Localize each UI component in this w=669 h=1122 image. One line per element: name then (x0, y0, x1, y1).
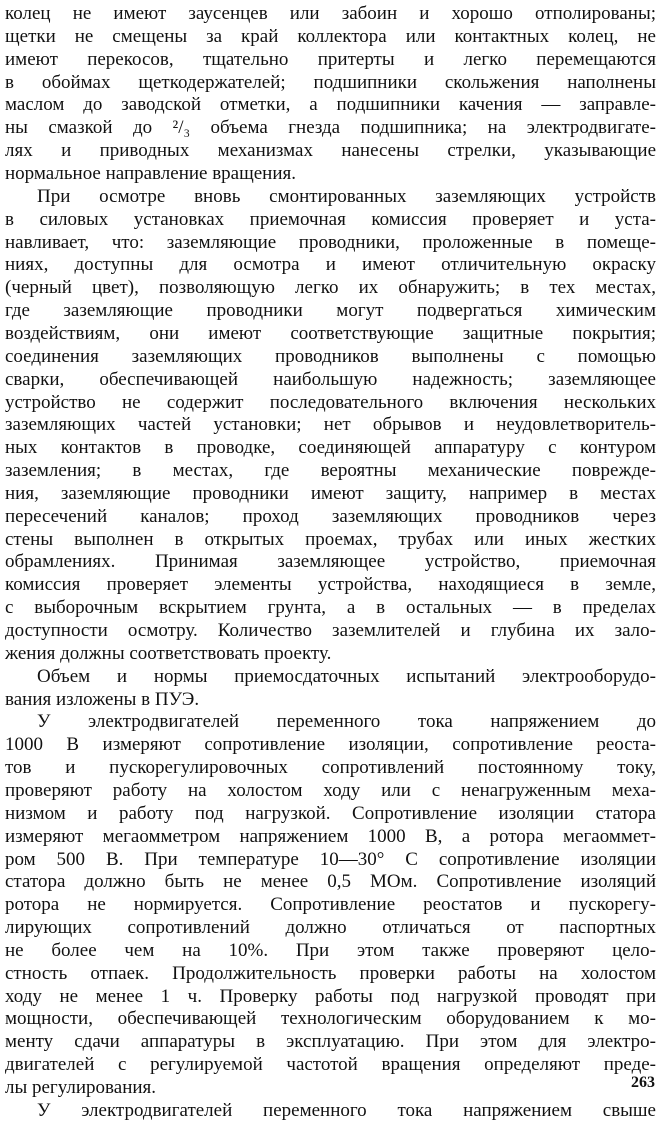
text-line: лях и приводных механизмах нанесены стрелки, указывающие (5, 140, 656, 162)
text-line: заземляющих частей установки; нет обрывов и неудовлетворитель- (5, 414, 656, 436)
page-number: 263 (631, 1074, 655, 1091)
text-line: щетки не смещены за край коллектора или контактных колец, не (5, 25, 656, 47)
text-line: При осмотре вновь смонтированных заземляющих устройств (37, 185, 656, 207)
text-line: ром 500 В. При температуре 10—30° С сопротивление изоляции (5, 848, 656, 870)
text-line: навливает, что: заземляющие проводники, проложенные в помеще- (5, 231, 656, 253)
text-line: У электродвигателей переменного тока напряжением до (37, 711, 656, 733)
text-line: стены выполнен в открытых проемах, трубах или иных жестких (5, 528, 656, 550)
text-line: низмом и работу под нагрузкой. Сопротивление изоляции статора (5, 802, 656, 824)
text-line: устройство не содержит последовательного включения нескольких (5, 391, 656, 413)
text-line: тов и пускорегулировочных сопротивлений постоянному току, (5, 757, 656, 779)
text-line: пересечений каналов; проход заземляющих проводников через (5, 505, 656, 527)
text-line: ны смазкой до ²/₃ объема гнезда подшипника; на электродвигате- (5, 117, 656, 139)
text-line: не более чем на 10%. При этом также проверяют цело- (5, 939, 656, 961)
text-line: менту сдачи аппаратуры в эксплуатацию. При этом для электро- (5, 1031, 656, 1053)
text-line: ниях, доступны для осмотра и имеют отличительную окраску (5, 254, 656, 276)
text-line: (черный цвет), позволяющую легко их обнаружить; в тех местах, (5, 277, 656, 299)
text-line: ных контактов в проводке, соединяющей аппаратуру с контуром (5, 437, 656, 459)
text-line: лирующих сопротивлений должно отличаться от паспортных (5, 917, 656, 938)
text-line: проверяют работу на холостом ходу или с ненагруженным меха- (5, 779, 656, 801)
text-line: сварки, обеспечивающей наибольшую надежность; заземляющее (5, 368, 656, 390)
text-line: Объем и нормы приемосдаточных испытаний электрооборудо- (37, 665, 656, 687)
text-line: ния, заземляющие проводники имеют защиту, например в местах (5, 482, 656, 504)
text-line: 1000 В измеряют сопротивление изоляции, сопротивление реоста- (5, 734, 656, 756)
text-line: мощности, обеспечивающей технологическим оборудованием к мо- (5, 1008, 656, 1030)
text-line: измеряют мегаомметром напряжением 1000 В, а ротора мегаоммет- (5, 825, 656, 847)
text-line: заземления; в местах, где вероятны механические поврежде- (5, 460, 656, 481)
text-line: соединения заземляющих проводников выполнены с помощью (5, 345, 656, 367)
text-line: маслом до заводской отметки, а подшипники качения — заправле- (5, 94, 656, 116)
text-line: У электродвигателей переменного тока напряжением свыше (37, 1099, 656, 1121)
text-line: двигателей с регулируемой частотой вращения определяют преде- (5, 1054, 656, 1076)
text-line: статора должно быть не менее 0,5 МОм. Сопротивление изоляций (5, 871, 656, 893)
text-line: в силовых установках приемочная комиссия проверяет и уста- (5, 208, 656, 230)
text-line: обрамлениях. Принимая заземляющее устройство, приемочная (5, 551, 656, 573)
text-line: где заземляющие проводники могут подвергаться химическим (5, 300, 656, 322)
text-line: ротора не нормируется. Сопротивление реостатов и пускорегу- (5, 894, 656, 916)
text-line: с выборочным вскрытием грунта, а в остальных — в пределах (5, 597, 656, 619)
text-line: в обоймах щеткодержателей; подшипники скольжения наполнены (5, 71, 656, 93)
text-line: воздействиям, они имеют соответствующие защитные покрытия; (5, 322, 656, 344)
text-line: доступности осмотру. Количество заземлителей и глубина их зало- (5, 620, 656, 641)
text-line: комиссия проверяет элементы устройства, находящиеся в земле, (5, 574, 656, 596)
text-line: вания изложены в ПУЭ. (5, 688, 200, 710)
text-line: имеют перекосов, тщательно притерты и легко перемещаются (5, 48, 656, 70)
text-line: лы регулирования. (5, 1077, 157, 1098)
text-line: колец не имеют заусенцев или забоин и хорошо отполированы; (5, 3, 656, 24)
text-line: нормальное направление вращения. (5, 163, 297, 184)
text-line: ходу не менее 1 ч. Проверку работы под нагрузкой проводят при (5, 985, 656, 1007)
text-line: жения должны соответствовать проекту. (5, 642, 332, 664)
text-line: стность отпаек. Продолжительность проверки работы на холостом (5, 962, 656, 984)
